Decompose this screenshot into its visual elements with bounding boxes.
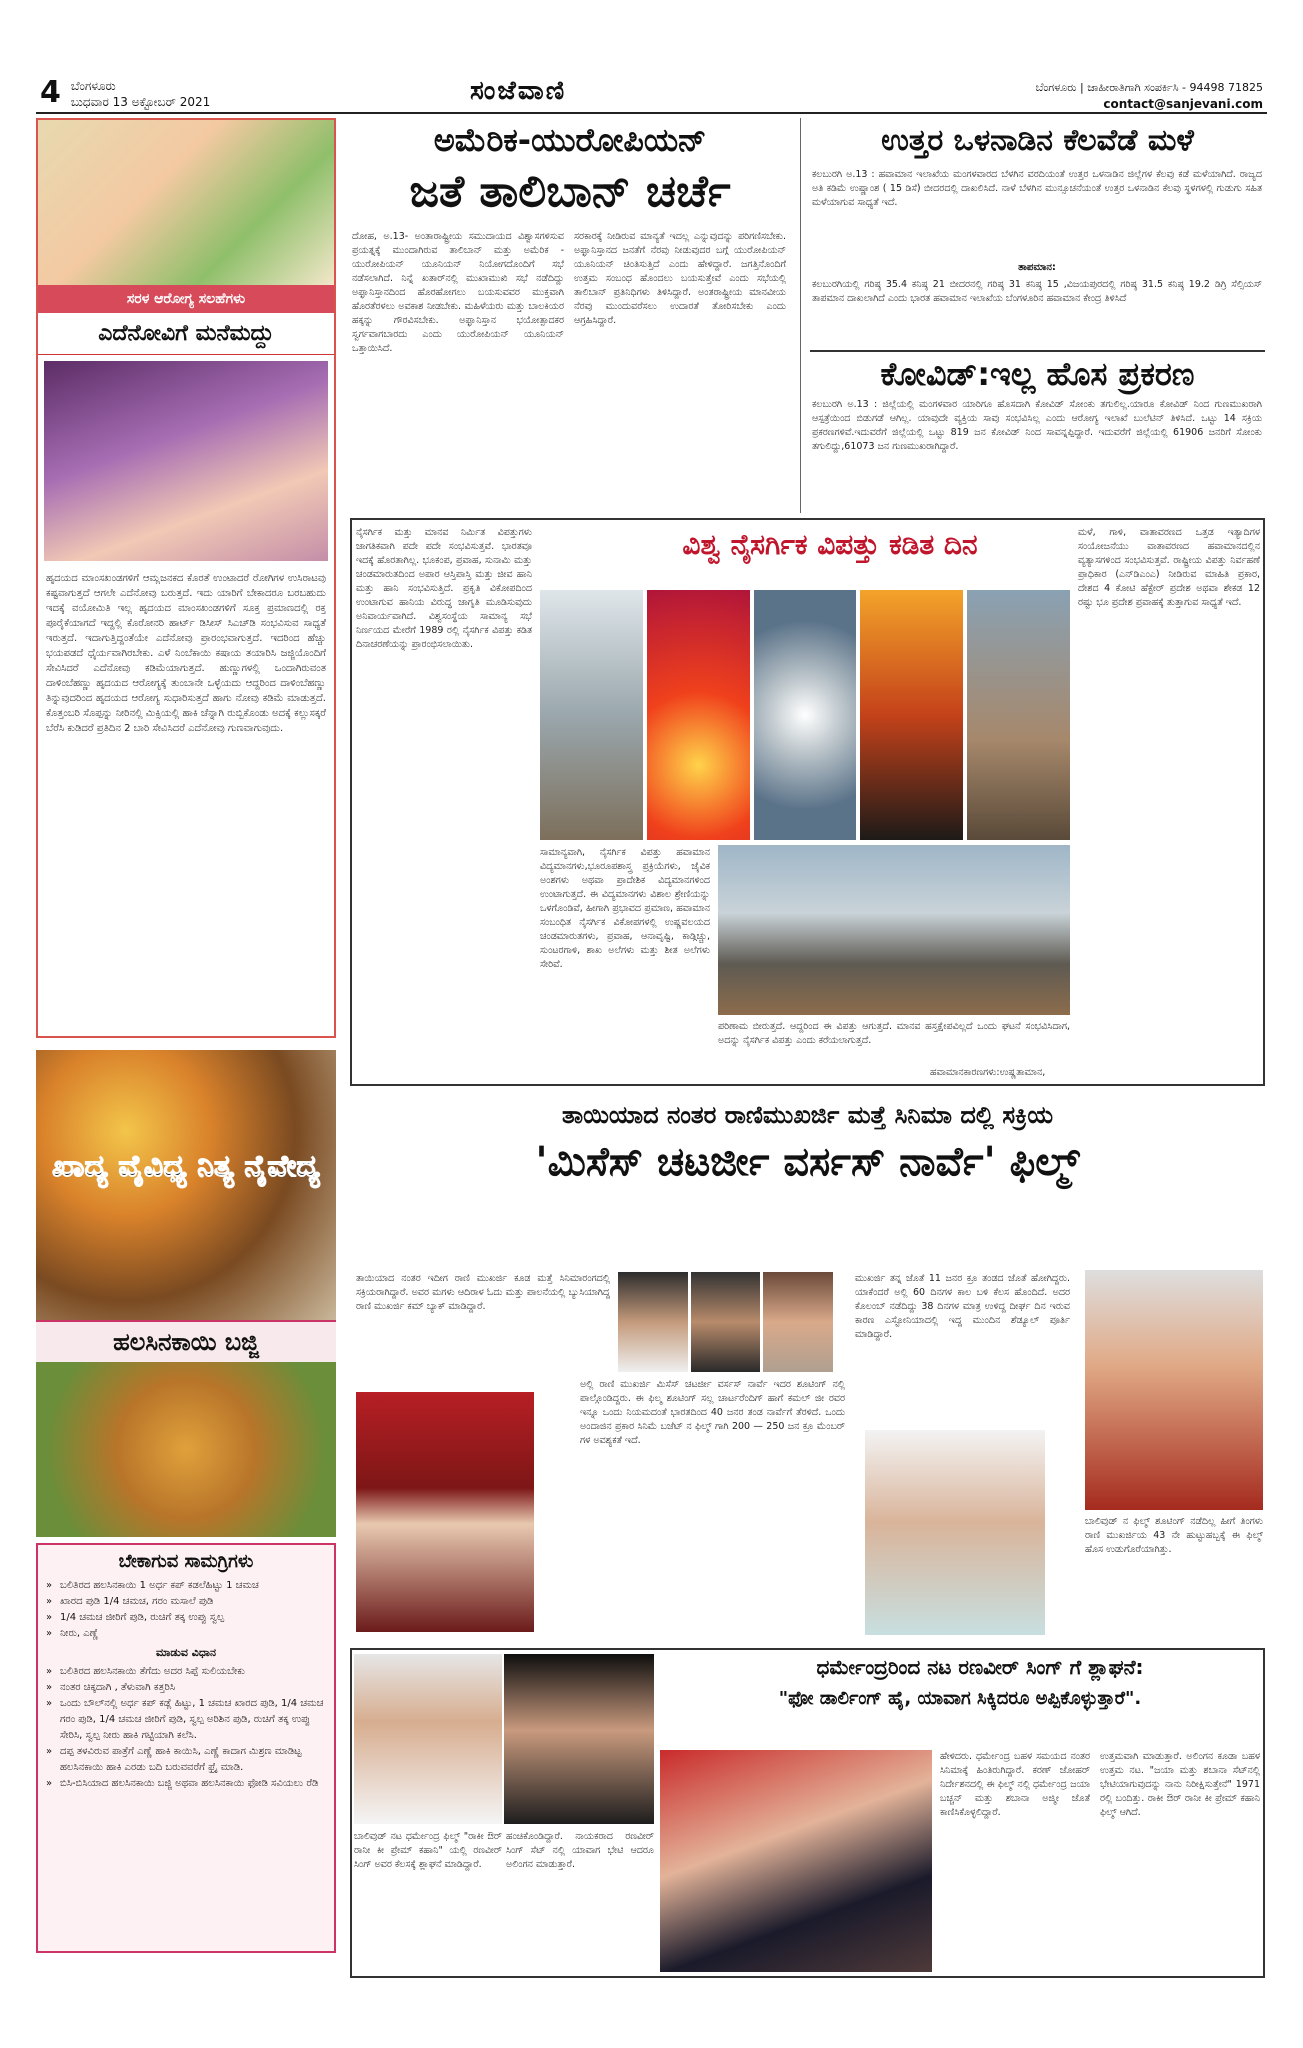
spices-image [36, 1050, 336, 1320]
weather-temps: ಕಲಬುರಗಿಯಲ್ಲಿ ಗರಿಷ್ಠ 35.4 ಕನಿಷ್ಠ 21 ಬೀದರನಲ್ಲಿ ಗರಿಷ್ಠ 31 ಕನಿಷ್ಠ 15 ,ವಿಜಯಪುರದಲ್ಲಿ ಗರಿಷ್ಠ 31.5 ಕನಿಷ್ಠ 19.2 ಡಿಗ್ರಿ ಸೆಲ್ಸಿಯಸ್ ತಾಪಮಾನ ದಾಖಲಾಗಿದೆ ಎಂದು ಭಾರತ ಹವಾಮಾನ ಇಲಾಖೆಯ ಬೆಂಗಳೂರಿನ ಹವಾಮಾನ ಕೇಂದ್ರ ತಿಳಿಸಿದೆ [812, 279, 1262, 304]
column-divider [800, 118, 801, 513]
rani-headline-1: ತಾಯಿಯಾದ ನಂತರ ರಾಣಿಮುಖರ್ಜಿ ಮತ್ತೆ ಸಿನಿಮಾ ದಲ್ಲಿ ಸಕ್ರಿಯ [561, 1101, 1054, 1129]
taliban-col-2: ಸರಕಾರಕ್ಕೆ ನೀಡಿರುವ ಮಾನ್ಯತೆ ಇದಲ್ಲ ಎನ್ನುವುದನ್ನು ಪರಿಗಣಿಸಬೇಕು. ಅಫ್ಘಾನಿಸ್ತಾನದ ಜನತೆಗೆ ನೆರವು ನೀಡುವುದರ ಬಗ್ಗೆ ಯುರೋಪಿಯನ್ ಯೂನಿಯನ್ ಚಿಂತಿಸುತ್ತಿದೆ ಎಂದು ಹೇಳಿದ್ದಾರೆ. ಜಗತ್ತಿನೊಂದಿಗೆ ಉತ್ತಮ ಸಂಬಂಧ ಹೊಂದಲು ಬಯಸುತ್ತೇವೆ ಎಂದು ಸಭೆಯಲ್ಲಿ ತಾಲಿಬಾನ್ ಪ್ರತಿನಿಧಿಗಳು ತಿಳಿಸಿದ್ದಾರೆ. ಅಂತರಾಷ್ಟ್ರೀಯ ಮಾನವೀಯ ನೆರವು ಮುಂದುವರೆಸಲು ಉದಾರತೆ ತೋರಿಸಬೇಕು ಎಂದು ಆಗ್ರಹಿಸಿದ್ದಾರೆ. [574, 231, 786, 326]
volcano-image [647, 590, 750, 840]
list-item: » ದಪ್ಪ ತಳವಿರುವ ಪಾತ್ರೆಗೆ ಎಣ್ಣೆ ಹಾಕಿ ಕಾಯಿಸಿ, ಎಣ್ಣೆ ಕಾದಾಗ ಮಿಶ್ರಣ ಮಾಡಿಟ್ಟ ಹಲಸಿನಕಾಯಿ ಹಾಕಿ ಎರಡು ಬದಿ ಬರುವವರೆಗೆ ಫ್ರೈ ಮಾಡಿ. [46, 1744, 326, 1776]
header-date: ಬುಧವಾರ 13 ಅಕ್ಟೋಬರ್ 2021 [70, 95, 211, 109]
dharmendra-col-1: ಬಾಲಿವುಡ್ ನಟ ಧರ್ಮೇಂದ್ರ ಫಿಲ್ಮ್ "ರಾಕೀ ಔರ್ ರಾನೀ ಕೀ ಪ್ರೇಮ್ ಕಹಾನಿ" ಯಲ್ಲಿ ರಣವೀರ್ ಸಿಂಗ್ ಅವರ ಕೆಲಸಕ್ಕೆ ಶ್ಲಾಘನೆ ಮಾಡಿದ್ದಾರೆ. [354, 1831, 502, 1870]
ingredients-box [36, 1543, 336, 1953]
dharmendra-ranveer-photo [660, 1750, 932, 1972]
bajji-image [36, 1362, 336, 1537]
left-column [36, 118, 336, 1978]
rani-col-1: ತಾಯಿಯಾದ ನಂತರ ಇದೀಗ ರಾಣಿ ಮುಖರ್ಜಿ ಕೂಡ ಮತ್ತೆ ಸಿನಿಮಾರಂಗದಲ್ಲಿ ಸಕ್ರಿಯರಾಗಿದ್ದಾರೆ. ಅವರ ಮಗಳು ಆದಿರಾಳ ಓದು ಮತ್ತು ಪಾಲನೆಯಲ್ಲಿ ಬ್ಯುಸಿಯಾಗಿದ್ದ ರಾಣಿ ಮುಖರ್ಜಿ ಕಮ್ ಬ್ಯಾಕ್ ಮಾಡಿದ್ದಾರೆ. [356, 1273, 610, 1312]
header-city: ಬೆಂಗಳೂರು [70, 79, 116, 93]
dharmendra-col-4: ಉತ್ತಮವಾಗಿ ಮಾಡುತ್ತಾರೆ. ಅಲಿಂಗನ ಕೂಡಾ ಬಹಳ ಉತ್ತಮ ನಟ. "ಜಯಾ ಮತ್ತು ಶಬಾನಾ ಸೆಟ್‌ನಲ್ಲಿ ಭೇಟಿಯಾಗುವುದನ್ನು ನಾನು ನಿರೀಕ್ಷಿಸುತ್ತೇನೆ" 1971 ರಲ್ಲಿ ಬಂದಿತ್ತು. ರಾಕೀ ಔರ್ ರಾನೀ ಕೀ ಪ್ರೇಮ್ ಕಹಾನಿ ಫಿಲ್ಮ್ ಆಗಿದೆ. [1100, 1751, 1260, 1818]
chest-pain-image [44, 361, 328, 561]
dharmendra-col-3: ಹೇಳಿದರು. ಧರ್ಮೇಂದ್ರ ಬಹಳ ಸಮಯದ ನಂತರ ಸಿನಿಮಾಕ್ಕೆ ಹಿಂತಿರುಗಿದ್ದಾರೆ. ಕರಣ್ ಜೋಹರ್ ನಿರ್ದೇಶನದಲ್ಲಿ ಈ ಫಿಲ್ಮ್ ನಲ್ಲಿ ಧರ್ಮೇಂದ್ರ ಜಯಾ ಬಚ್ಚನ್ ಮತ್ತು ಶಬಾನಾ ಅಜ್ಮೀ ಜೊತೆ ಕಾಣಿಸಿಕೊಳ್ಳಲಿದ್ದಾರೆ. [940, 1751, 1090, 1818]
rani-col-3: ಮುಖರ್ಜಿ ತನ್ನ ಜೊತೆ 11 ಜನರ ಕ್ರೂ ತಂಡದ ಜೊತೆ ಹೋಗಿದ್ದರು. ಯಾಕೆಂದರೆ ಅಲ್ಲಿ 60 ದಿನಗಳ ಕಾಲ ಬಳಿ ಕೆಲಸ ಹೊಂದಿದೆ. ಅದರ ಕೊಲಂಬ್ ನಡೆದಿದ್ದು 38 ದಿನಗಳ ಮಾತ್ರ ಉಳಿದ್ದ ದೀರ್ಘ ದಿನ ಇರುವ ಕಾರಣ ಎಸ್ಟೋನಿಯಾದಲ್ಲಿ ಇದ್ದ ಮುಂದಿನ ಶೆಡ್ಯೂಲ್ ಪೂರ್ತಿ ಮಾಡಿದ್ದಾರೆ. [855, 1273, 1070, 1340]
disaster-headline: ವಿಶ್ವ ನೈಸರ್ಗಿಕ ವಿಪತ್ತು ಕಡಿತ ದಿನ [682, 528, 978, 561]
header-email: contact@sanjevani.com [1103, 97, 1263, 111]
storm-damage-image [718, 845, 1070, 1015]
taliban-headline-2: ಜತೆ ತಾಲಿಬಾನ್ ಚರ್ಚೆ [409, 166, 731, 217]
method-list [46, 1664, 326, 1792]
food-ribbon: ಖಾದ್ಯ ವೈವಿಧ್ಯ ನಿತ್ಯ ನೈವೇದ್ಯ [52, 1149, 320, 1184]
disaster-caption: ಹವಾಮಾನಕಾರಣಗಳು:ಉಷ್ಣತಾಮಾನ, [930, 1067, 1046, 1078]
covid-headline: ಕೋವಿಡ್:ಇಲ್ಲ ಹೊಸ ಪ್ರಕರಣ [810, 350, 1265, 396]
list-item: » ನಂತರ ಚಿಕ್ಕದಾಗಿ , ತೆಳುವಾಗಿ ಕತ್ತರಿಸಿ [46, 1680, 326, 1696]
health-collage-image [38, 120, 334, 285]
health-tips-box [36, 118, 336, 1038]
rani-photo-3 [1085, 1270, 1263, 1510]
ranveer-photo [354, 1654, 502, 1824]
wildfire-image [860, 590, 963, 840]
actor-photo [691, 1272, 761, 1372]
dharmendra-headline-1: ಧರ್ಮೇಂದ್ರರಿಂದ ನಟ ರಣವೀರ್ ಸಿಂಗ್ ಗೆ ಶ್ಲಾಘನೆ: [816, 1655, 1144, 1679]
list-item: » ಬಲಿತಿರದ ಹಲಸಿನಕಾಯಿ ತೆಗೆದು ಅದರ ಸಿಪ್ಪೆ ಸುಲಿಯಬೇಕು [46, 1664, 326, 1680]
header-contact-line: ಬೆಂಗಳೂರು | ಜಾಹೀರಾತಿಗಾಗಿ ಸಂಪರ್ಕಿಸಿ - 94498 71825 [1035, 81, 1263, 94]
taliban-headline-1: ಅಮೆರಿಕ-ಯುರೋಪಿಯನ್ [433, 121, 707, 159]
actor-photo [618, 1272, 688, 1372]
recipe-box [36, 1050, 336, 1970]
page-header-left [40, 75, 211, 110]
disaster-col-4: ಮಳೆ, ಗಾಳಿ, ವಾತಾವರಣದ ಒತ್ತಡ ಇತ್ಯಾದಿಗಳ ಸಂಯೋಜನೆಯು ವಾತಾವರಣದ ಹವಾಮಾನದಲ್ಲಿನ ವ್ಯತ್ಯಾಸಗಳಿಂದ ಸಂಭವಿಸುತ್ತವೆ. ರಾಷ್ಟ್ರೀಯ ವಿಪತ್ತು ನಿರ್ವಹಣೆ ಪ್ರಾಧಿಕಾರ (ಎನ್‌ಡಿಎಂಎ) ನೀಡಿರುವ ಮಾಹಿತಿ ಪ್ರಕಾರ, ದೇಶದ 4 ಕೋಟಿ ಹೆಕ್ಟೇರ್ ಪ್ರದೇಶ ಅಥವಾ ಶೇಕಡ 12 ರಷ್ಟು ಭೂ ಪ್ರದೇಶ ಪ್ರವಾಹಕ್ಕೆ ತುತ್ತಾಗುವ ಸಾಧ್ಯತೆ ಇದೆ. [1078, 527, 1260, 608]
cyclone-image [754, 590, 857, 840]
covid-body: ಕಲಬುರಗಿ ಅ.13 : ಜಿಲ್ಲೆಯಲ್ಲಿ ಮಂಗಳವಾರ ಯಾರಿಗೂ ಹೊಸದಾಗಿ ಕೋವಿಡ್ ಸೋಂಕು ತಗುಲಿಲ್ಲ.ಯಾರೂ ಕೋವಿಡ್ ನಿಂದ ಗುಣಮುಖರಾಗಿ ಆಸ್ಪತ್ರೆಯಿಂದ ಬಿಡುಗಡೆ ಆಗಿಲ್ಲ. ಯಾವುದೇ ವ್ಯಕ್ತಿಯ ಸಾವು ಸಂಭವಿಸಿಲ್ಲ ಎಂದು ಆರೋಗ್ಯ ಇಲಾಖೆ ಬುಲೆಟಿನ್ ತಿಳಿಸಿದೆ. ಒಟ್ಟು 14 ಸಕ್ರಿಯ ಪ್ರಕರಣಗಳಿವೆ.ಇದುವರೆಗೆ ಜಿಲ್ಲೆಯಲ್ಲಿ ಒಟ್ಟು 819 ಜನ ಕೋವಿಡ್ ನಿಂದ ಸಾವನ್ನಪ್ಪಿದ್ದಾರೆ. ಇದುವರೆಗೆ ಜಿಲ್ಲೆಯಲ್ಲಿ 61906 ಜನರಿಗೆ ಸೋಂಕು ತಗುಲಿದ್ದು,61073 ಜನ ಗುಣಮುಖರಾಗಿದ್ದಾರೆ. [812, 399, 1262, 452]
weather-headline: ಉತ್ತರ ಒಳನಾಡಿನ ಕೆಲವೆಡೆ ಮಳೆ [881, 123, 1194, 158]
weather-body: ಕಲಬುರಗಿ ಅ.13 : ಹವಾಮಾನ ಇಲಾಖೆಯ ಮಂಗಳವಾರದ ಬೆಳಗಿನ ವರದಿಯಂತೆ ಉತ್ತರ ಒಳನಾಡಿನ ಜಿಲ್ಲೆಗಳ ಕೆಲವು ಕಡೆ ಮಳೆಯಾಗಿದೆ. ರಾಜ್ಯದ ಅತಿ ಕಡಿಮೆ ಉಷ್ಣಾಂಶ ( 15 ಡಿಸೆ) ಬೀದರದಲ್ಲಿ ದಾಖಲಿಸಿದೆ. ನಾಳೆ ಬೆಳಗಿನ ಮುನ್ಸೂಚನೆಯಂತೆ ಉತ್ತರ ಒಳನಾಡಿನ ಕೆಲವು ಸ್ಥಳಗಳಲ್ಲಿ ಗುಡುಗು ಸಹಿತ ಮಳೆಯಾಗುವ ಸಾಧ್ಯತೆ ಇದೆ. [812, 169, 1262, 208]
list-item: » ಖಾರದ ಪುಡಿ 1/4 ಚಮಚ, ಗರಂ ಮಸಾಲೆ ಪುಡಿ [46, 1594, 326, 1610]
header-rule [36, 112, 1267, 114]
disaster-col-3: ಪರಿಣಾಮ ಬೀರುತ್ತದೆ. ಆದ್ದರಿಂದ ಈ ವಿಪತ್ತು ಆಗುತ್ತದೆ. ಮಾನವ ಹಸ್ತಕ್ಷೇಪವಿಲ್ಲದೆ ಒಂದು ಘಟನೆ ಸಂಭವಿಸಿದಾಗ, ಅದನ್ನು ನೈಸರ್ಗಿಕ ವಿಪತ್ತು ಎಂದು ಕರೆಯಲಾಗುತ್ತದೆ. [718, 1021, 1070, 1046]
landslide-image [967, 590, 1070, 840]
actors-photo-trio [618, 1272, 833, 1372]
list-item: » ಒಂದು ಬೌಲ್‌ನಲ್ಲಿ ಅರ್ಧ ಕಪ್ ಕಡ್ಲೆ ಹಿಟ್ಟು, 1 ಚಮಚ ಖಾರದ ಪುಡಿ, 1/4 ಚಮಚ ಗರಂ ಪುಡಿ, 1/4 ಚಮಚ ಜೀರಿಗೆ ಪುಡಿ, ಸ್ವಲ್ಪ ಅರಿಶಿನ ಪುಡಿ, ರುಚಿಗೆ ತಕ್ಕ ಉಪ್ಪು ಸೇರಿಸಿ, ಸ್ವಲ್ಪ ನೀರು ಹಾಕಿ ಗಟ್ಟಿಯಾಗಿ ಕಲೆಸಿ. [46, 1696, 326, 1744]
health-banner: ಸರಳ ಆರೋಗ್ಯ ಸಲಹೆಗಳು [38, 285, 334, 313]
page-header-right [1035, 80, 1263, 113]
actor-photo [763, 1272, 833, 1372]
health-title: ಎದೆನೋವಿಗೆ ಮನೆಮದ್ದು [38, 313, 334, 355]
list-item: » ನೀರು, ಎಣ್ಣೆ [46, 1626, 326, 1642]
list-item: » ಬಿಸಿ-ಬಿಸಿಯಾದ ಹಲಸಿನಕಾಯಿ ಬಜ್ಜಿ ಅಥವಾ ಹಲಸಿನಕಾಯಿ ಫೋಡಿ ಸವಿಯಲು ರೆಡಿ [46, 1776, 326, 1792]
dharmendra-col-2: ಹಂಚಿಕೊಂಡಿದ್ದಾರೆ. ನಾಯಕರಾದ ರಣವೀರ್ ಸಿಂಗ್ ಸೆಟ್ ನಲ್ಲಿ ಯಾವಾಗ ಭೇಟಿ ಆದರೂ ಅಲಿಂಗನ ಮಾಡುತ್ತಾರೆ. [506, 1831, 654, 1870]
list-item: » ಬಲಿತಿರದ ಹಲಸಿನಕಾಯಿ 1 ಅರ್ಧ ಕಪ್ ಕಡಲೆಹಿಟ್ಟು 1 ಚಮಚ [46, 1578, 326, 1594]
list-item: » 1/4 ಚಮಚ ಜೀರಿಗೆ ಪುಡಿ, ರುಚಿಗೆ ತಕ್ಕ ಉಪ್ಪು ಸ್ವಲ್ಪ [46, 1610, 326, 1626]
page-number: 4 [40, 75, 61, 110]
rani-photo-1 [356, 1392, 534, 1632]
disaster-image-strip [540, 590, 1070, 840]
weather-subhead: ತಾಪಮಾನ: [1018, 262, 1056, 273]
disaster-col-1: ನೈಸರ್ಗಿಕ ಮತ್ತು ಮಾನವ ನಿರ್ಮಿತ ವಿಪತ್ತುಗಳು ಜಾಗತಿಕವಾಗಿ ಪದೇ ಪದೇ ಸಂಭವಿಸುತ್ತವೆ. ಭಾರತವೂ ಇದಕ್ಕೆ ಹೊರತಾಗಿಲ್ಲ. ಭೂಕಂಪ, ಪ್ರವಾಹ, ಸುನಾಮಿ ಮತ್ತು ಚಂಡಮಾರುತದಿಂದ ಅಪಾರ ಆಸ್ತಿಪಾಸ್ತಿ ಮತ್ತು ಜೀವ ಹಾನಿ ಮತ್ತು ಹಾನಿ ಸಂಭವಿಸುತ್ತಿದೆ. ಪ್ರಕೃತಿ ವಿಕೋಪದಿಂದ ಉಂಟಾಗುವ ಹಾನಿಯ ವಿರುದ್ಧ ಜಾಗೃತಿ ಮೂಡಿಸುವುದು ಅನಿವಾರ್ಯವಾಗಿದೆ. ವಿಶ್ವಸಂಸ್ಥೆಯ ಸಾಮಾನ್ಯ ಸಭೆ ನಿರ್ಣಯದ ಮೇರೆಗೆ 1989 ರಲ್ಲಿ ನೈಸರ್ಗಿಕ ವಿಪತ್ತು ಕಡಿತ ದಿನಾಚರಣೆಯನ್ನು ಪ್ರಾರಂಭಿಸಲಾಯಿತು. [356, 527, 532, 650]
rani-col-2: ಅಲ್ಲಿ ರಾಣಿ ಮುಖರ್ಜಿ ಮಿಸೆಸ್ ಚಟರ್ಜೀ ವರ್ಸಸ್ ನಾರ್ವೆ ಇದರ ಶೂಟಿಂಗ್ ನಲ್ಲಿ ಪಾಲ್ಗೊಂಡಿದ್ದರು. ಈ ಫಿಲ್ಮ ಶೂಟಿಂಗ್ ಸಲ್ಲ ಚಾರ್ಟರೆಂದಿಗ್ ಹಾಗೆ ಕಮಲ್ ಜೀ ರವರ ಇನ್ನೂ ಒಂದು ನಿಯಮದಂತೆ ಭಾರತದಿಂದ 40 ಜನರ ತಂಡ ನಾರ್ವೆಗೆ ತೆರಳಿದೆ. ಒಂದು ಅಂದಾಜಿನ ಪ್ರಕಾರ ಸಿನಿಮೆ ಬಜೆಟ್ ನ ಫಿಲ್ಮ್ ಗಾಗಿ 200 — 250 ಜನ ಕ್ರೂ ಮೆಂಬರ್ ಗಳ ಅವಶ್ಯಕತೆ ಇದೆ. [580, 1379, 845, 1446]
rani-caption: ಬಾಲಿವುಡ್ ನ ಫಿಲ್ಮ್ ಶೂಟಿಂಗ್ ನಡೆದಿಲ್ಲ ಹೀಗೆ ತಿಂಗಳು ರಾಣಿ ಮುಖರ್ಜಿಯ 43 ನೇ ಹುಟ್ಟುಹಬ್ಬಕ್ಕೆ ಈ ಫಿಲ್ಮ್ ಹೊಸ ಉಡುಗೊರೆಯಾಗಿತ್ತು. [1085, 1516, 1263, 1555]
ingredients-list [46, 1578, 326, 1642]
health-body: ಹೃದಯದ ಮಾಂಸಖಂಡಗಳಿಗೆ ಆಮ್ಲಜನಕದ ಕೊರತೆ ಉಂಟಾದರೆ ರೋಗಿಗಳ ಉಸಿರಾಟವು ಕಷ್ಟವಾಗುತ್ತದೆ ಆಗಲೇ ಎದೆನೋವು ಬರುತ್ತದೆ. ಇದು ಯಾರಿಗೆ ಬೇಕಾದರೂ ಬರಬಹುದು ಇದಕ್ಕೆ ವಯೋಮಿತಿ ಇಲ್ಲ ಹೃದಯದ ಮಾಂಸಖಂಡಗಳಿಗೆ ಸೂಕ್ತ ಪ್ರಮಾಣದಲ್ಲಿ ರಕ್ತ ಪೂರೈಕೆಯಾಗದೆ ಇದ್ದಲ್ಲಿ ಕೊರೋನರಿ ಹಾರ್ಟ್ ಡಿಸೀಸ್ ಸಿಎಚ್‌ಡಿ ಸಂಭವಿಸುವ ಸಾಧ್ಯತೆ ಇರುತ್ತದೆ. ಇದಾಗುತ್ತಿದ್ದಂತೆಯೇ ಎದೆನೋವು ಪ್ರಾರಂಭವಾಗುತ್ತದೆ. ಇದರಿಂದ ಹೆಚ್ಚು ಭಯಪಡದೆ ಧೈರ್ಯವಾಗಿರಬೇಕು. ಎಳೆ ನಿಂಬೆಕಾಯಿ ಕಷಾಯ ತಯಾರಿಸಿ ಜಜ್ಜಿಯೊಂದಿಗೆ ಸೇವಿಸಿದರೆ ಎದೆನೋವು ಕಡಿಮೆಯಾಗುತ್ತದೆ. ಹುಣ್ಣುಗಳಲ್ಲಿ ಒಂದಾಗಿರುವಂತ ದಾಳಿಂಬೆಹಣ್ಣು ಹೃದಯದ ಆರೋಗ್ಯಕ್ಕೆ ತುಂಬಾನೇ ಒಳ್ಳೆಯದು ಆದ್ದರಿಂದ ದಾಳಿಂಬೆಹಣ್ಣು ತಿನ್ನುವುದರಿಂದ ಹೃದಯದ ಆರೋಗ್ಯ ಸುಧಾರಿಸುತ್ತದೆ ಹಾಗು ನೋವು ಕಡಿಮೆ ಮಾಡುತ್ತದೆ. ಕೊತ್ತಂಬರಿ ಸೊಪ್ಪನ್ನು ನೀರಿನಲ್ಲಿ ಮಿಕ್ಸಿಯಲ್ಲಿ ಹಾಕಿ ಚೆನ್ನಾಗಿ ರುಬ್ಬಿಕೊಂಡು ಅದಕ್ಕೆ ಕಲ್ಲುಸಕ್ಕರೆ ಬೆರೆಸಿ ಕುಡಿದರೆ ಪ್ರತಿದಿನ 2 ಬಾರಿ ಸೇವಿಸಿದರೆ ಎದೆನೋವು ಗುಣವಾಗುವುದು. [46, 573, 326, 734]
masthead-logo: ಸಂಜೆವಾಣಿ [470, 76, 567, 106]
rani-photo-2 [865, 1430, 1045, 1635]
dharmendra-photo [504, 1654, 654, 1824]
method-heading: ಮಾಡುವ ವಿಧಾನ [156, 1646, 216, 1659]
ingredients-heading: ಬೇಕಾಗುವ ಸಾಮಗ್ರಿಗಳು [118, 1551, 254, 1572]
dharmendra-headline-2: "ಫೋ ಡಾರ್ಲಿಂಗ್ ಹೈ, ಯಾವಾಗ ಸಿಕ್ಕಿದರೂ ಅಪ್ಪಿಕೊಳ್ಳುತ್ತಾರೆ". [778, 1688, 1142, 1709]
taliban-col-1: ದೋಹ, ಅ.13- ಅಂತಾರಾಷ್ಟ್ರೀಯ ಸಮುದಾಯದ ವಿಶ್ವಾಸಗಳಿಸುವ ಪ್ರಯತ್ನಕ್ಕೆ ಮುಂದಾಗಿರುವ ತಾಲಿಬಾನ್ ಮತ್ತು ಅಮೆರಿಕ - ಯುರೋಪಿಯನ್ ಯೂನಿಯನ್ ನಿಯೋಗದೊಂದಿಗೆ ಸಭೆ ನಡೆಸಲಾಗಿದೆ. ನಿನ್ನೆ ಖತಾರ್‌ನಲ್ಲಿ ಮುಖಾಮುಖಿ ಸಭೆ ನಡೆದಿದ್ದು ಅಫ್ಘಾನಿಸ್ತಾನದಿಂದ ಹೊರಹೋಗಲು ಬಯಸುವವರ ಮುಕ್ತವಾಗಿ ಹೊರತೆರಳಲು ಅವಕಾಶ ನೀಡಬೇಕು. ಮಹಿಳೆಯರು ಮತ್ತು ಬಾಲಕಿಯರ ಹಕ್ಕನ್ನು ಗೌರವಿಸಬೇಕು. ಅಫ್ಘಾನಿಸ್ತಾನ ಭಯೋತ್ಪಾದಕರ ಸ್ವರ್ಗವಾಗಬಾರದು ಎಂದು ಯುರೋಪಿಯನ್ ಯೂನಿಯನ್ ಒತ್ತಾಯಿಸಿದೆ. [352, 231, 564, 354]
recipe-title: ಹಲಸಿನಕಾಯಿ ಬಜ್ಜಿ [36, 1320, 336, 1362]
rani-headline-2: 'ಮಿಸೆಸ್ ಚಟರ್ಜೀ ವರ್ಸಸ್ ನಾರ್ವೆ' ಫಿಲ್ಮ್ [535, 1139, 1080, 1185]
disaster-col-2: ಸಾಮಾನ್ಯವಾಗಿ, ನೈಸರ್ಗಿಕ ವಿಪತ್ತು ಹವಾಮಾನ ವಿದ್ಯಮಾನಗಳು,ಭೂರೂಪಶಾಸ್ತ್ರ ಪ್ರಕ್ರಿಯೆಗಳು, ಜೈವಿಕ ಅಂಶಗಳು ಅಥವಾ ಪ್ರಾದೇಶಿಕ ವಿದ್ಯಮಾನಗಳಿಂದ ಉಂಟಾಗುತ್ತದೆ. ಈ ವಿದ್ಯಮಾನಗಳು ವಿಶಾಲ ಶ್ರೇಣಿಯನ್ನು ಒಳಗೊಂಡಿವೆ, ಹೀಗಾಗಿ ಪ್ರಭಾವದ ಪ್ರಮಾಣ, ಹವಾಮಾನ ಸಂಬಂಧಿತ ನೈಸರ್ಗಿಕ ವಿಕೋಪಗಳಲ್ಲಿ ಉಷ್ಣವಲಯದ ಚಂಡಮಾರುತಗಳು, ಪ್ರವಾಹ, ಆನಾವೃಷ್ಟಿ, ಕಾಡ್ಗಿಚ್ಚು, ಸುಂಟರಗಾಳಿ, ಶಾಖ ಅಲೆಗಳು ಮತ್ತು ಶೀತ ಅಲೆಗಳು ಸೇರಿವೆ. [540, 847, 710, 970]
tornado-image [540, 590, 643, 840]
